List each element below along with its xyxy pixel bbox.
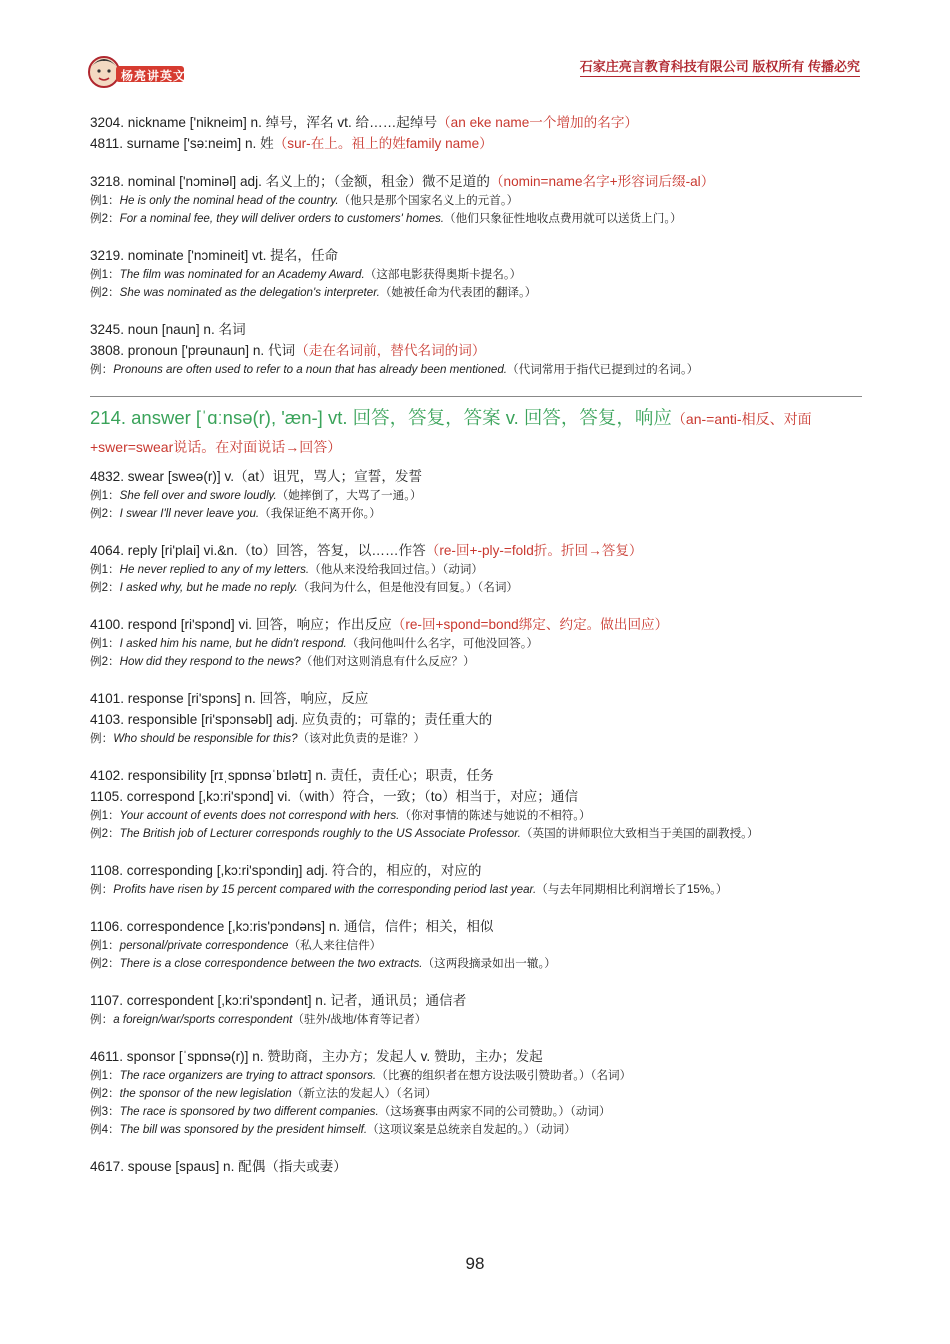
example-zh: （该对此负责的是谁？）	[297, 732, 426, 745]
etymology-note: （an eke name一个增加的名字）	[437, 115, 639, 130]
word-definition: 1107. correspondent [,kɔ:ri'spɔndənt] n. 记者，通讯员；通信者	[90, 993, 467, 1008]
example-zh: （我保证绝不离开你。）	[259, 507, 381, 520]
page-header	[0, 0, 950, 100]
example-label: 例2：	[90, 581, 120, 594]
word-definition: 4811. surname ['sə:neim] n. 姓	[90, 136, 274, 151]
logo-text: 杨亮讲英文	[121, 69, 187, 83]
example-label: 例2：	[90, 827, 120, 840]
example-en: He is only the nominal head of the country.	[119, 194, 339, 207]
word-line	[90, 466, 862, 487]
example-label: 例：	[90, 732, 114, 745]
example-en: The British job of Lecturer corresponds roughly to the US Associate Professor.	[119, 827, 521, 840]
example-sentence	[90, 825, 862, 843]
entries-section-1	[90, 112, 862, 379]
example-sentence	[90, 1085, 862, 1103]
example-sentence	[90, 361, 862, 379]
example-en: I asked him his name, but he didn't respond.	[119, 637, 347, 650]
word-entry	[90, 319, 862, 379]
word-line	[90, 614, 862, 635]
example-en: The bill was sponsored by the president himself.	[119, 1123, 368, 1136]
word-definition: 1105. correspond [,kɔ:ri'spɔnd] vi.（with）符合，一致；（to）相当于，对应；通信	[90, 789, 579, 804]
word-entry	[90, 688, 862, 748]
example-en: She was nominated as the delegation's interpreter.	[119, 286, 380, 299]
brand-logo	[88, 52, 188, 92]
example-label: 例2：	[90, 212, 120, 225]
example-en: I asked why, but he made no reply.	[119, 581, 298, 594]
word-entry	[90, 466, 862, 523]
example-zh: （他们对这则消息有什么反应？）	[300, 655, 475, 668]
example-label: 例1：	[90, 563, 120, 576]
example-zh: （她摔倒了，大骂了一通。）	[276, 489, 422, 502]
word-line	[90, 540, 862, 561]
word-line	[90, 860, 862, 881]
example-en: For a nominal fee, they will deliver orders to customers' homes.	[119, 212, 445, 225]
example-zh: （你对事情的陈述与她说的不相符。）	[399, 809, 591, 822]
example-en: I swear I'll never leave you.	[119, 507, 260, 520]
word-entry	[90, 1156, 862, 1177]
word-line	[90, 112, 862, 133]
example-en: She fell over and swore loudly.	[119, 489, 277, 502]
example-label: 例2：	[90, 507, 120, 520]
entries-section-2	[90, 466, 862, 1177]
example-label: 例1：	[90, 489, 120, 502]
word-line	[90, 990, 862, 1011]
word-definition: 4103. responsible [ri'spɔnsəbl] adj. 应负责的；可靠的；责任重大的	[90, 712, 493, 727]
headword-entry	[90, 403, 862, 460]
example-sentence	[90, 1103, 862, 1121]
word-line	[90, 340, 862, 361]
word-entry	[90, 916, 862, 973]
word-entry	[90, 540, 862, 597]
etymology-note: （re-回+-ply-=fold折。折回→答复）	[425, 543, 643, 558]
headword-main: 214. answer [ˈɑːnsə(r), 'æn-] vt. 回答，答复，答案 v. 回答，答复，响应	[90, 407, 672, 428]
example-en: The race organizers are trying to attract sponsors.	[119, 1069, 377, 1082]
word-entry	[90, 245, 862, 302]
word-definition: 3245. noun [naun] n. 名词	[90, 322, 246, 337]
word-definition: 3218. nominal ['nɔminəl] adj. 名义上的；（金额，租金）微不足道的	[90, 174, 490, 189]
example-sentence	[90, 937, 862, 955]
headword-line	[90, 403, 862, 434]
example-zh: （他从来没给我回过信。）（动词）	[309, 563, 483, 576]
example-en: He never replied to any of my letters.	[119, 563, 310, 576]
example-en: a foreign/war/sports correspondent	[113, 1013, 293, 1026]
copyright-notice: 石家庄亮言教育科技有限公司 版权所有 传播必究	[580, 56, 860, 77]
word-line	[90, 133, 862, 154]
example-sentence	[90, 635, 862, 653]
example-label: 例1：	[90, 939, 120, 952]
example-zh: （他只是那个国家名义上的元首。）	[338, 194, 519, 207]
example-zh: （与去年同期相比利润增长了15%。）	[536, 883, 728, 896]
example-sentence	[90, 955, 862, 973]
word-line	[90, 786, 862, 807]
word-entry	[90, 990, 862, 1029]
example-sentence	[90, 807, 862, 825]
example-sentence	[90, 192, 862, 210]
word-entry	[90, 171, 862, 228]
example-sentence	[90, 505, 862, 523]
word-definition: 4617. spouse [spaus] n. 配偶（指夫或妻）	[90, 1159, 347, 1174]
page-content	[90, 112, 862, 1194]
example-zh: （他们只象征性地收点费用就可以送货上门。）	[444, 212, 682, 225]
example-zh: （私人来往信件）	[288, 939, 382, 952]
etymology-note: （走在名词前，替代名词的词）	[295, 343, 486, 358]
example-sentence	[90, 561, 862, 579]
word-entry	[90, 1046, 862, 1139]
example-sentence	[90, 1067, 862, 1085]
word-line	[90, 688, 862, 709]
example-sentence	[90, 266, 862, 284]
word-entry	[90, 614, 862, 671]
word-definition: 4832. swear [sweə(r)] v.（at）诅咒，骂人；宣誓，发誓	[90, 469, 423, 484]
example-sentence	[90, 1121, 862, 1139]
example-sentence	[90, 653, 862, 671]
word-line	[90, 1046, 862, 1067]
example-zh: （这项议案是总统亲自发起的。）（动词）	[367, 1123, 576, 1136]
example-zh: （她被任命为代表团的翻译。）	[379, 286, 537, 299]
example-label: 例2：	[90, 1087, 120, 1100]
example-sentence	[90, 487, 862, 505]
example-zh: （英国的讲师职位大致相当于美国的副教授。）	[520, 827, 759, 840]
word-definition: 1106. correspondence [,kɔ:ris'pɔndəns] n. 通信，信件；相关，相似	[90, 919, 494, 934]
example-sentence	[90, 1011, 862, 1029]
example-label: 例1：	[90, 268, 120, 281]
word-definition: 3219. nominate ['nɔmineit] vt. 提名，任命	[90, 248, 339, 263]
example-zh: （新立法的发起人）（名词）	[291, 1087, 437, 1100]
example-label: 例1：	[90, 1069, 120, 1082]
word-entry	[90, 112, 862, 154]
example-label: 例1：	[90, 194, 120, 207]
example-label: 例1：	[90, 809, 120, 822]
example-label: 例2：	[90, 957, 120, 970]
example-en: The race is sponsored by two different companies.	[119, 1105, 379, 1118]
section-divider	[90, 396, 862, 397]
word-entry	[90, 765, 862, 843]
example-en: Pronouns are often used to refer to a noun that has already been mentioned.	[113, 363, 508, 376]
example-label: 例：	[90, 1013, 114, 1026]
word-definition: 4064. reply [ri'plai] vi.&n.（to）回答，答复，以……作答	[90, 543, 426, 558]
example-en: the sponsor of the new legislation	[119, 1087, 292, 1100]
example-sentence	[90, 210, 862, 228]
word-definition: 3808. pronoun ['prəunaun] n. 代词	[90, 343, 296, 358]
example-zh: （我问他叫什么名字，可他没回答。）	[346, 637, 539, 650]
word-definition: 3204. nickname ['nikneim] n. 绰号，浑名 vt. 给……起绰号	[90, 115, 438, 130]
example-zh: （比赛的组织者在想方设法吸引赞助者。）（名词）	[376, 1069, 632, 1082]
example-en: There is a close correspondence between the two extracts.	[119, 957, 423, 970]
example-en: How did they respond to the news?	[119, 655, 301, 668]
etymology-note: （nomin=name名字+形容词后缀-al）	[489, 174, 715, 189]
example-en: Who should be responsible for this?	[113, 732, 298, 745]
example-zh: （这两段摘录如出一辙。）	[422, 957, 556, 970]
headword-note-cont: +swer=swear说话。在对面说话→回答）	[90, 439, 342, 455]
word-definition: 1108. corresponding [,kɔ:ri'spɔndiŋ] adj. 符合的，相应的，对应的	[90, 863, 482, 878]
word-line	[90, 916, 862, 937]
example-en: personal/private correspondence	[119, 939, 289, 952]
word-entry	[90, 860, 862, 899]
example-en: The film was nominated for an Academy Award.	[119, 268, 365, 281]
word-line	[90, 319, 862, 340]
example-label: 例4：	[90, 1123, 120, 1136]
page-number: 98	[465, 1254, 485, 1273]
example-zh: （这部电影获得奥斯卡提名。）	[364, 268, 522, 281]
example-label: 例：	[90, 883, 114, 896]
example-sentence	[90, 579, 862, 597]
word-line	[90, 765, 862, 786]
word-definition: 4100. respond [ri'spɔnd] vi. 回答，响应；作出反应	[90, 617, 392, 632]
example-en: Profits have risen by 15 percent compared with the corresponding period last year.	[113, 883, 537, 896]
example-label: 例1：	[90, 637, 120, 650]
word-line	[90, 1156, 862, 1177]
example-label: 例：	[90, 363, 114, 376]
word-line	[90, 171, 862, 192]
etymology-note: （sur-在上。祖上的姓family name）	[273, 136, 493, 151]
word-definition: 4611. sponsor [ˈspɒnsə(r)] n. 赞助商，主办方；发起人 v. 赞助，主办；发起	[90, 1049, 543, 1064]
word-definition: 4101. response [ri'spɔns] n. 回答，响应，反应	[90, 691, 369, 706]
example-zh: （代词常用于指代已提到过的名词。）	[507, 363, 699, 376]
headword-note: （an-=anti-相反、对面	[671, 411, 812, 427]
example-en: Your account of events does not correspond with hers.	[119, 809, 400, 822]
word-line	[90, 709, 862, 730]
etymology-note: （re-回+spond=bond绑定、约定。做出回应）	[391, 617, 669, 632]
example-sentence	[90, 730, 862, 748]
example-zh: （驻外/战地/体育等记者）	[292, 1013, 427, 1026]
word-line	[90, 245, 862, 266]
word-definition: 4102. responsibility [rɪˌspɒnsəˈbɪlətɪ] n. 责任，责任心；职责，任务	[90, 768, 494, 783]
example-sentence	[90, 284, 862, 302]
example-label: 例2：	[90, 655, 120, 668]
example-zh: （我问为什么，但是他没有回复。）（名词）	[297, 581, 519, 594]
example-label: 例2：	[90, 286, 120, 299]
example-sentence	[90, 881, 862, 899]
example-label: 例3：	[90, 1105, 120, 1118]
example-zh: （这场赛事由两家不同的公司赞助。）（动词）	[378, 1105, 611, 1118]
